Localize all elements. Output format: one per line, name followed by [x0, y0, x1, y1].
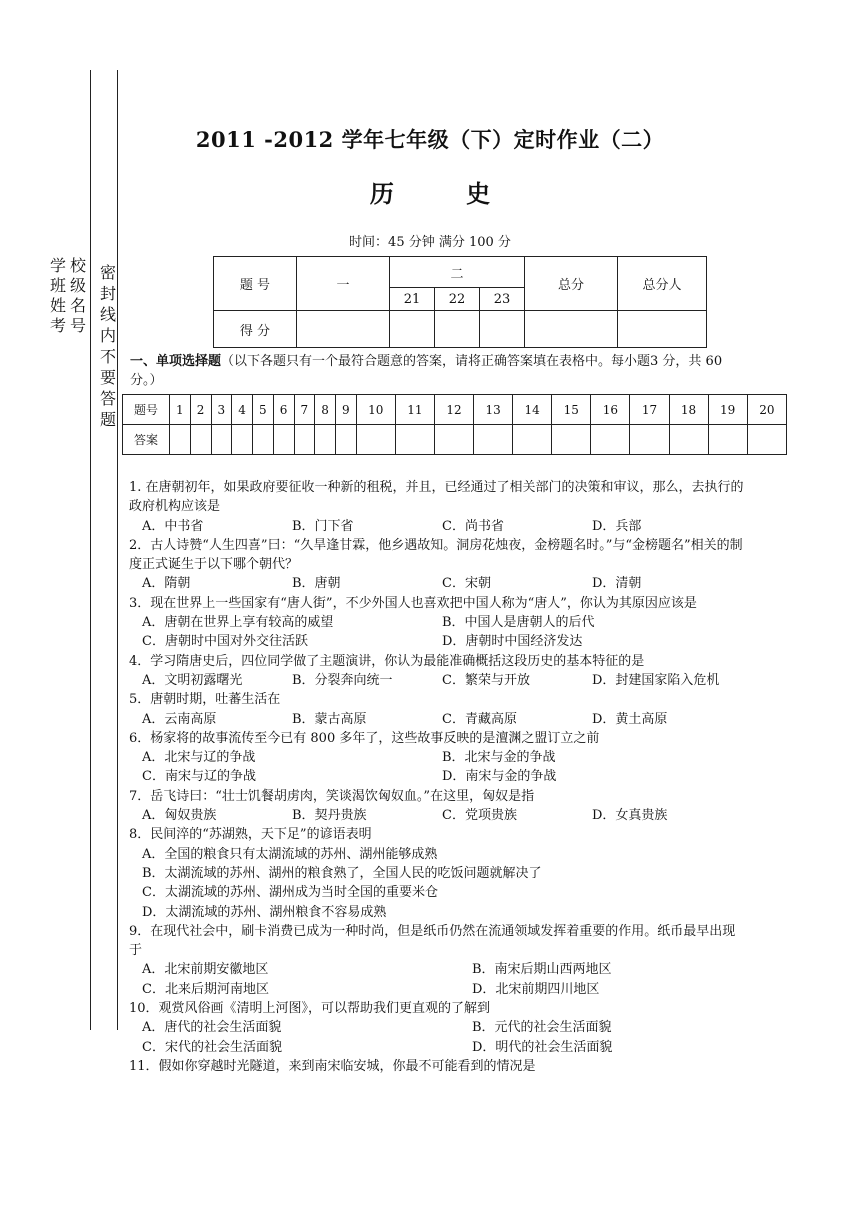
- answer-table-question-number: 8: [315, 395, 336, 425]
- answer-table-question-number: 14: [513, 395, 552, 425]
- option-row: [129, 1018, 744, 1037]
- question-stem: 7．岳飞诗曰：“壮士饥餐胡虏肉，笑谈渴饮匈奴血。”在这里，匈奴是指: [129, 788, 535, 804]
- sidebar-char: 名: [70, 296, 87, 315]
- binding-line-right: [117, 70, 118, 1030]
- question-stem: 3．现在世界上一些国家有“唐人街”，不少外国人也喜欢把中国人称为“唐人”，你认为其原因应该是: [129, 595, 697, 611]
- answer-table-question-number: 6: [273, 395, 294, 425]
- answer-table-question-number: 7: [294, 395, 315, 425]
- section-one-heading: [130, 352, 740, 390]
- sidebar-char: 班: [50, 276, 67, 295]
- sidebar-char: 校: [70, 256, 87, 275]
- score-table-sub-23: 23: [480, 288, 525, 311]
- question-stem: 11．假如你穿越时光隧道，来到南宋临安城，你最不可能看到的情况是: [129, 1058, 536, 1074]
- answer-cell[interactable]: [336, 425, 357, 455]
- question-stem: 8．民间淬的“苏湖熟，天下足”的谚语表明: [129, 827, 372, 843]
- option-row: [129, 980, 744, 999]
- question-option: D．黄土高原: [592, 711, 668, 727]
- score-table-score-label: 得 分: [214, 311, 297, 348]
- option-row: [129, 1038, 744, 1057]
- answer-table-question-number: 16: [591, 395, 630, 425]
- option-row: [129, 960, 744, 979]
- question-stem: 2．古人诗赞“人生四喜”曰：“久旱逢甘霖，他乡遇故知。洞房花烛夜，金榜题名时。”与“金榜题名”相关的制度正式诞生于以下哪个朝代？: [129, 537, 743, 573]
- score-table-number-label: 题 号: [214, 257, 297, 311]
- question-stem: 1. 在唐朝初年，如果政府要征收一种新的租税，并且，已经通过了相关部门的决策和审议，那么，去执行的政府机构应该是: [129, 480, 744, 515]
- answer-cell[interactable]: [591, 425, 630, 455]
- sealed-char: 内: [100, 326, 117, 345]
- sidebar-char: 姓: [50, 296, 67, 315]
- sidebar-char: 级: [70, 276, 87, 295]
- sidebar-char: 号: [70, 316, 87, 335]
- subject-title: 历 史: [369, 179, 523, 208]
- question-option: D．南宋与金的争战: [442, 769, 557, 785]
- answer-cell[interactable]: [434, 425, 473, 455]
- answer-table-question-number: 10: [356, 395, 395, 425]
- question-option: D．兵部: [592, 518, 642, 534]
- answer-table-number-label: 题号: [123, 395, 170, 425]
- answer-cell[interactable]: [395, 425, 434, 455]
- question-option: B．中国人是唐朝人的后代: [442, 615, 595, 631]
- question-option: D．明代的社会生活面貌: [472, 1039, 613, 1055]
- answer-table-question-number: 1: [170, 395, 191, 425]
- binding-line-left: [90, 70, 91, 1030]
- section-one-description: （以下各题只有一个最符合题意的答案，请将正确答案填在表格中。每小题3 分，共 60 分。）: [130, 354, 723, 388]
- time-and-score-info: 时间：45 分钟 满分 100 分: [349, 235, 511, 250]
- sealed-char: 题: [100, 410, 117, 429]
- question-option: A．唐朝在世界上享有较高的威望: [142, 615, 334, 631]
- question-option: B．元代的社会生活面貌: [472, 1020, 612, 1036]
- option-row: [129, 574, 744, 593]
- answer-cell[interactable]: [232, 425, 253, 455]
- question-option: C．宋代的社会生活面貌: [142, 1039, 282, 1055]
- answer-cell[interactable]: [669, 425, 708, 455]
- option-row: [129, 671, 744, 690]
- question-option: C．宋朝: [442, 576, 491, 592]
- question-option: C．南宋与辽的争战: [142, 769, 256, 785]
- sidebar-student-info-labels: [50, 256, 66, 336]
- option-row: [129, 613, 744, 632]
- answer-cell[interactable]: [513, 425, 552, 455]
- answer-table-question-number: 13: [474, 395, 513, 425]
- question-option: C．繁荣与开放: [442, 672, 530, 688]
- answer-cell[interactable]: [356, 425, 395, 455]
- question-option: A．唐代的社会生活面貌: [142, 1020, 282, 1036]
- sealed-char: 封: [100, 284, 117, 303]
- question-option: B．南宋后期山西两地区: [472, 962, 612, 978]
- sealed-line-notice: [100, 262, 116, 430]
- question-option: B．唐朝: [292, 576, 341, 592]
- sealed-char: 答: [100, 389, 117, 408]
- sealed-char: 不: [100, 347, 117, 366]
- question-option: D．女真贵族: [592, 808, 668, 824]
- exam-title: 2011 -2012 学年七年级（下）定时作业（二）: [195, 127, 665, 152]
- question-option: A．隋朝: [142, 576, 191, 592]
- question-option: B．分裂奔向统一: [292, 672, 393, 688]
- question-stem: 6．杨家将的故事流传至今已有 800 多年了，这些故事反映的是澶渊之盟订立之前: [129, 730, 600, 746]
- question-option: C．唐朝时中国对外交往活跃: [142, 634, 308, 650]
- answer-table-question-number: 11: [395, 395, 434, 425]
- option-row: [129, 806, 744, 825]
- question-stem: 10．观赏风俗画《清明上河图》，可以帮助我们更直观的了解到: [129, 1001, 491, 1017]
- score-table-total-person: 总分人: [618, 257, 707, 311]
- answer-cell[interactable]: [315, 425, 336, 455]
- score-cell[interactable]: [480, 311, 525, 348]
- answer-table-question-number: 9: [336, 395, 357, 425]
- sealed-char: 要: [100, 368, 117, 387]
- question-option: B．蒙古高原: [292, 711, 367, 727]
- answer-table-question-number: 3: [211, 395, 232, 425]
- answer-cell[interactable]: [273, 425, 294, 455]
- option-row: [129, 748, 744, 767]
- score-table-col-two: 二: [390, 257, 525, 288]
- question-option: C．党项贵族: [442, 808, 517, 824]
- sidebar-char: 考: [50, 316, 67, 335]
- section-one-title: 一、单项选择题: [130, 354, 222, 369]
- question-option: C．北来后期河南地区: [142, 981, 269, 997]
- score-cell[interactable]: [297, 311, 390, 348]
- answer-table-question-number: 4: [232, 395, 253, 425]
- answer-table-question-number: 2: [190, 395, 211, 425]
- option-row: [129, 632, 744, 651]
- score-table-col-one: 一: [297, 257, 390, 311]
- question-option: B．太湖流域的苏州、湖州的粮食熟了，全国人民的吃饭问题就解决了: [142, 865, 542, 881]
- sealed-char: 密: [100, 263, 117, 282]
- answer-table-question-number: 20: [747, 395, 786, 425]
- answer-cell[interactable]: [708, 425, 747, 455]
- score-table-sub-22: 22: [435, 288, 480, 311]
- answer-table-question-number: 15: [552, 395, 591, 425]
- score-table-sub-21: 21: [390, 288, 435, 311]
- question-option: D．清朝: [592, 576, 642, 592]
- option-row: [129, 767, 744, 786]
- question-option: A．中书省: [142, 518, 204, 534]
- question-stem: 5．唐朝时期，吐蕃生活在: [129, 692, 281, 708]
- question-option: A．北宋前期安徽地区: [142, 962, 269, 978]
- question-option: B．契丹贵族: [292, 808, 367, 824]
- option-row: [129, 845, 744, 864]
- option-row: [129, 883, 744, 902]
- question-option: C．尚书省: [442, 518, 504, 534]
- answer-table-question-number: 5: [253, 395, 274, 425]
- question-option: A．全国的粮食只有太湖流域的苏州、湖州能够成熟: [142, 846, 438, 862]
- answer-cell[interactable]: [630, 425, 669, 455]
- answer-table-answer-label: 答案: [123, 425, 170, 455]
- answer-table-question-number: 18: [669, 395, 708, 425]
- sidebar-student-info-labels-2: [70, 256, 86, 336]
- option-row: [129, 517, 744, 536]
- question-option: A．文明初露曙光: [142, 672, 243, 688]
- question-option: A．匈奴贵族: [142, 808, 217, 824]
- question-option: B．北宋与金的争战: [442, 750, 556, 766]
- score-table-total: 总分: [525, 257, 618, 311]
- answer-table-question-number: 19: [708, 395, 747, 425]
- score-table: [213, 256, 707, 348]
- sidebar-char: 学: [50, 256, 67, 275]
- question-list: [129, 478, 744, 1076]
- answer-table-question-number: 12: [434, 395, 473, 425]
- option-row: [129, 903, 744, 922]
- option-row: [129, 710, 744, 729]
- question-option: C．太湖流域的苏州、湖州成为当时全国的重要米仓: [142, 885, 438, 901]
- answer-table-question-number: 17: [630, 395, 669, 425]
- answer-cell[interactable]: [747, 425, 786, 455]
- score-cell[interactable]: [435, 311, 480, 348]
- sealed-char: 线: [100, 305, 117, 324]
- question-option: D．封建国家陷入危机: [592, 672, 720, 688]
- score-cell[interactable]: [525, 311, 618, 348]
- question-option: A．北宋与辽的争战: [142, 750, 256, 766]
- answer-table: [122, 394, 787, 455]
- question-option: B．门下省: [292, 518, 354, 534]
- answer-cell[interactable]: [294, 425, 315, 455]
- option-row: [129, 864, 744, 883]
- score-cell[interactable]: [618, 311, 707, 348]
- question-option: D．唐朝时中国经济发达: [442, 634, 583, 650]
- answer-cell[interactable]: [474, 425, 513, 455]
- score-cell[interactable]: [390, 311, 435, 348]
- answer-cell[interactable]: [253, 425, 274, 455]
- question-option: C．青藏高原: [442, 711, 517, 727]
- answer-cell[interactable]: [170, 425, 191, 455]
- question-stem: 9．在现代社会中，刷卡消费已成为一种时尚，但是纸币仍然在流通领域发挥着重要的作用。纸币最早出现于: [129, 923, 736, 959]
- question-option: D．北宋前期四川地区: [472, 981, 600, 997]
- question-option: D．太湖流域的苏州、湖州粮食不容易成熟: [142, 904, 387, 920]
- answer-cell[interactable]: [552, 425, 591, 455]
- question-stem: 4．学习隋唐史后，四位同学做了主题演讲，你认为最能准确概括这段历史的基本特征的是: [129, 653, 645, 669]
- answer-cell[interactable]: [190, 425, 211, 455]
- question-option: A．云南高原: [142, 711, 217, 727]
- answer-cell[interactable]: [211, 425, 232, 455]
